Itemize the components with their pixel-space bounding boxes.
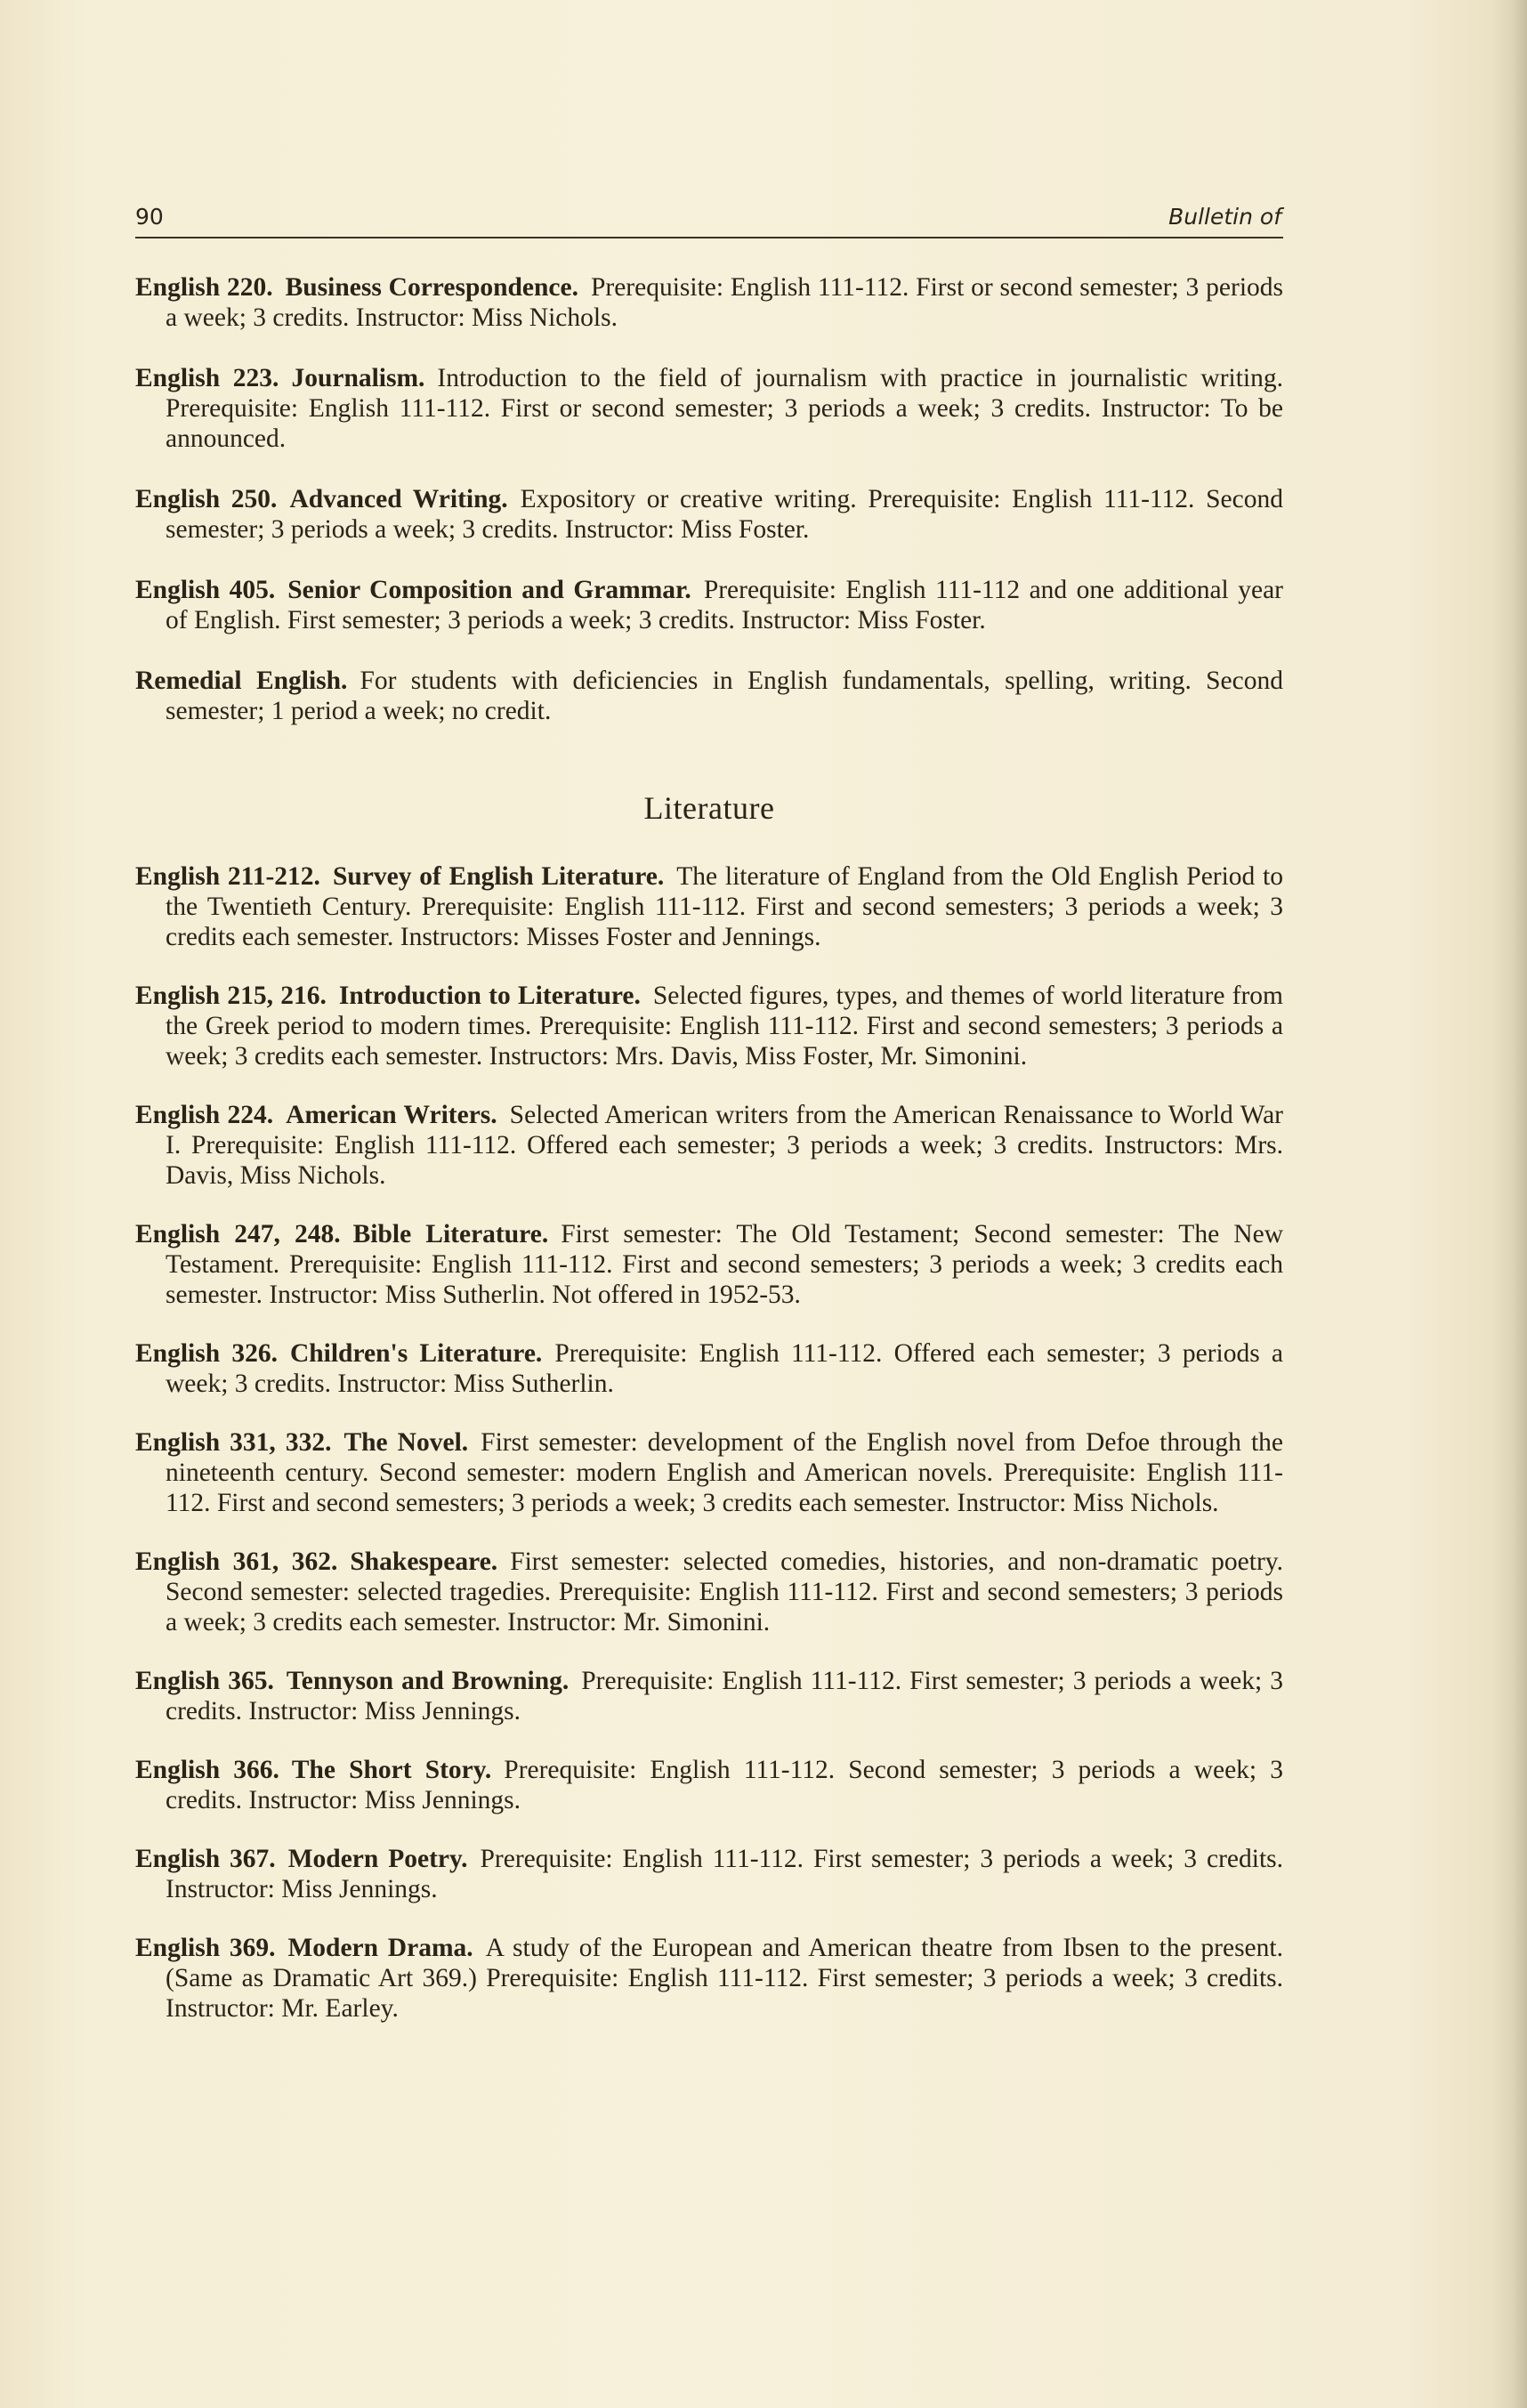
course-title: The Short Story. xyxy=(291,1756,492,1784)
course-code: English 405. xyxy=(135,576,276,604)
course-description: Prerequisite: English 111-112 and one additional year of English. First semester; 3 periods a week; 3 credits. Instructor: Miss Foster. xyxy=(166,576,1284,634)
running-title: Bulletin of xyxy=(1168,204,1281,230)
course-entry xyxy=(135,575,1283,635)
course-entry xyxy=(135,861,1283,952)
course-code: English 331, 332. xyxy=(135,1428,332,1457)
course-code: English 247, 248. xyxy=(135,1220,341,1248)
course-code: English 361, 362. xyxy=(135,1547,338,1576)
course-entry xyxy=(135,1547,1283,1637)
course-title: Modern Drama. xyxy=(287,1934,473,1962)
course-code: English 211-212. xyxy=(135,862,320,891)
course-description: The literature of England from the Old English Period to the Twentieth Century. Prerequisite: English 111-112. First and second semesters; 3 periods a week; 3 credits each semester. Instructors: Misses Foster and Jennings. xyxy=(166,862,1284,951)
course-title: Bible Literature. xyxy=(352,1220,549,1248)
course-code: English 367. xyxy=(135,1845,276,1873)
course-code: English 223. xyxy=(135,364,279,392)
course-description: First semester: selected comedies, histories, and non-dramatic poetry. Second semester: selected tragedies. Prerequisite: English 111-112. First and second semesters; 3 periods a week; 3 credits each semester. Instructor: Mr. Simonini. xyxy=(166,1547,1283,1636)
course-title: Advanced Writing. xyxy=(289,485,508,513)
course-description: First semester: development of the English novel from Defoe through the nineteenth century. Second semester: modern English and American novels. Prerequisite: English 111-112. First and second semesters; 3 periods a week; 3 credits each semester. Instructor: Miss Nichols. xyxy=(166,1428,1283,1517)
course-code: English 369. xyxy=(135,1934,276,1962)
course-title: American Writers. xyxy=(286,1101,497,1129)
course-entry xyxy=(135,1933,1283,2024)
course-code: Remedial English. xyxy=(135,667,348,695)
course-entry xyxy=(135,1100,1283,1191)
course-listing xyxy=(135,272,1283,2052)
course-title: Business Correspondence. xyxy=(285,273,578,302)
page-number: 90 xyxy=(135,204,164,230)
course-entry xyxy=(135,1427,1283,1518)
course-description: A study of the European and American theatre from Ibsen to the present. (Same as Dramatic Art 369.) Prerequisite: English 111-112. First semester; 3 periods a week; 3 credits. Instructor: Mr. Earley. xyxy=(166,1934,1283,2023)
course-description: Prerequisite: English 111-112. Second semester; 3 periods a week; 3 credits. Instructor: Miss Jennings. xyxy=(166,1756,1283,1814)
course-entry xyxy=(135,484,1283,545)
course-entry xyxy=(135,666,1283,726)
course-title: Shakespeare. xyxy=(350,1547,498,1576)
course-entry xyxy=(135,981,1283,1071)
course-title: Modern Poetry. xyxy=(287,1845,468,1873)
course-title: Children's Literature. xyxy=(289,1339,543,1368)
course-code: English 220. xyxy=(135,273,273,302)
course-entry xyxy=(135,1844,1283,1904)
course-description: Prerequisite: English 111-112. First semester; 3 periods a week; 3 credits. Instructor: Miss Jennings. xyxy=(166,1667,1283,1725)
course-description: Introduction to the field of journalism with practice in journalistic writing. Prerequisite: English 111-112. First or second semester; 3 periods a week; 3 credits. Instructor: To be announced. xyxy=(166,364,1283,453)
course-title: Introduction to Literature. xyxy=(338,982,641,1010)
course-entry xyxy=(135,1219,1283,1310)
course-entry xyxy=(135,1338,1283,1399)
course-description: Selected figures, types, and themes of world literature from the Greek period to modern times. Prerequisite: English 111-112. First and second semesters; 3 periods a week; 3 credits each semester. Instructors: Mrs. Davis, Miss Foster, Mr. Simonini. xyxy=(166,982,1283,1071)
course-code: English 326. xyxy=(135,1339,278,1368)
course-title: Journalism. xyxy=(291,364,425,392)
course-entry xyxy=(135,1666,1283,1726)
page-edge-shadow xyxy=(1491,0,1527,2408)
course-code: English 250. xyxy=(135,485,278,513)
course-code: English 366. xyxy=(135,1756,279,1784)
course-title: Tennyson and Browning. xyxy=(286,1667,570,1695)
course-entry xyxy=(135,363,1283,454)
course-description: Prerequisite: English 111-112. First or second semester; 3 periods a week; 3 credits. Instructor: Miss Nichols. xyxy=(166,273,1283,332)
course-title: Survey of English Literature. xyxy=(332,862,665,891)
course-entry xyxy=(135,272,1283,333)
course-description: First semester: The Old Testament; Second semester: The New Testament. Prerequisite: English 111-112. First and second semesters; 3 periods a week; 3 credits each semester. Instructor: Miss Sutherlin. Not offered in 1952-53. xyxy=(166,1220,1283,1309)
course-code: English 224. xyxy=(135,1101,274,1129)
course-description: Expository or creative writing. Prerequisite: English 111-112. Second semester; 3 periods a week; 3 credits. Instructor: Miss Foster. xyxy=(166,485,1283,544)
course-description: Prerequisite: English 111-112. Offered each semester; 3 periods a week; 3 credits. Instructor: Miss Sutherlin. xyxy=(166,1339,1283,1398)
course-description: For students with deficiencies in English fundamentals, spelling, writing. Second semester; 1 period a week; no credit. xyxy=(166,667,1283,725)
page-header xyxy=(135,198,1283,238)
section-heading-literature: Literature xyxy=(643,790,775,826)
course-code: English 215, 216. xyxy=(135,982,327,1010)
course-code: English 365. xyxy=(135,1667,274,1695)
course-description: Selected American writers from the American Renaissance to World War I. Prerequisite: English 111-112. Offered each semester; 3 periods a week; 3 credits. Instructors: Mrs. Davis, Miss Nichols. xyxy=(166,1101,1283,1190)
course-title: Senior Composition and Grammar. xyxy=(287,576,691,604)
course-title: The Novel. xyxy=(343,1428,469,1457)
course-description: Prerequisite: English 111-112. First semester; 3 periods a week; 3 credits. Instructor: Miss Jennings. xyxy=(166,1845,1283,1903)
course-entry xyxy=(135,1755,1283,1815)
